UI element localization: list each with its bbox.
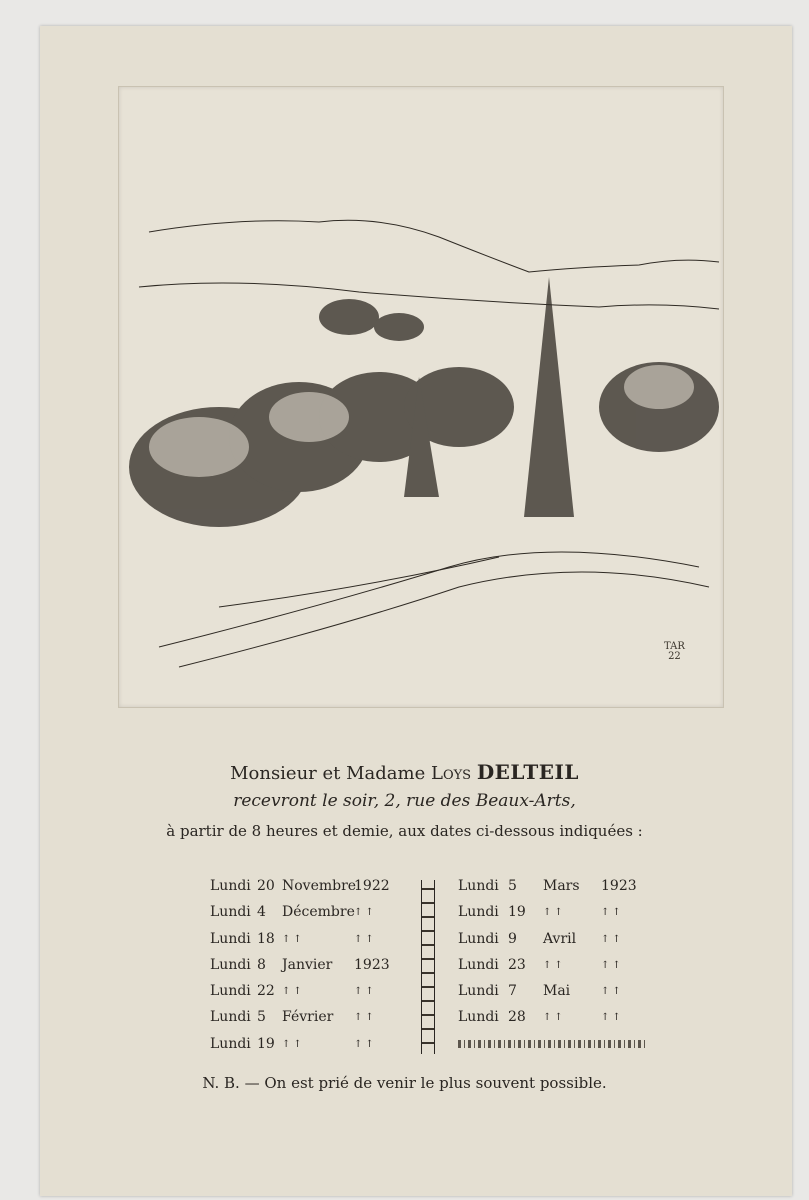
address-line: recevront le soir, 2, rue des Beaux-Arts,: [233, 791, 576, 811]
date-day: Lundi: [458, 930, 499, 947]
date-num: 7: [508, 983, 517, 1000]
date-month: Avril: [543, 930, 577, 947]
hosts-surname: DELTEIL: [476, 760, 579, 784]
date-year: ↑↑: [601, 907, 624, 919]
date-num: 9: [508, 930, 517, 947]
date-year: ↑↑: [354, 1012, 377, 1024]
date-num: 28: [508, 1009, 526, 1026]
date-month: Mars: [543, 878, 580, 894]
date-day: Lundi: [458, 983, 499, 1000]
date-day: Lundi: [210, 1035, 251, 1052]
date-day: Lundi: [458, 1009, 499, 1026]
ornamental-rule: [458, 1040, 648, 1048]
date-num: 22: [257, 983, 275, 1000]
date-year: ↑↑: [601, 959, 624, 971]
date-day: Lundi: [210, 956, 251, 973]
date-day: Lundi: [210, 983, 251, 1000]
date-num: 19: [257, 1035, 275, 1052]
date-year: 1922: [354, 878, 390, 894]
date-day: Lundi: [210, 904, 251, 921]
date-num: 19: [508, 904, 526, 921]
date-year: ↑↑: [354, 1038, 377, 1050]
date-num: 8: [257, 956, 266, 973]
date-num: 20: [257, 878, 275, 894]
monogram-text: TAR: [664, 641, 685, 652]
date-month: ↑↑: [543, 959, 566, 971]
date-num: 5: [508, 878, 517, 894]
date-num: 5: [257, 1009, 266, 1026]
date-day: Lundi: [210, 930, 251, 947]
date-month: ↑↑: [282, 933, 305, 945]
date-year: ↑↑: [354, 933, 377, 945]
etching-landscape: [118, 86, 724, 708]
date-day: Lundi: [210, 878, 251, 894]
date-num: 4: [257, 904, 266, 921]
date-month: ↑↑: [282, 986, 305, 998]
date-month: ↑↑: [543, 1012, 566, 1024]
date-day: Lundi: [458, 878, 499, 894]
hosts-line: [0, 760, 809, 784]
date-month: Janvier: [282, 956, 333, 973]
footer-note: N. B. — On est prié de venir le plus souvent possible.: [202, 1074, 607, 1092]
date-day: Lundi: [458, 904, 499, 921]
date-month: ↑↑: [543, 907, 566, 919]
date-month: Mai: [543, 983, 571, 1000]
date-year: 1923: [354, 956, 390, 973]
date-month: Novembre: [282, 878, 357, 894]
date-day: Lundi: [210, 1009, 251, 1026]
date-year: ↑↑: [601, 1012, 624, 1024]
date-year: ↑↑: [601, 933, 624, 945]
hosts-prefix: Monsieur et Madame: [230, 763, 426, 784]
ornamental-divider: [421, 880, 435, 1054]
date-month: Décembre: [282, 904, 355, 921]
date-month: Février: [282, 1009, 334, 1026]
date-year: 1923: [601, 878, 637, 894]
time-line: à partir de 8 heures et demie, aux dates ci-dessous indiquées :: [166, 822, 643, 840]
landscape-drawing: [119, 87, 723, 707]
date-day: Lundi: [458, 956, 499, 973]
date-num: 18: [257, 930, 275, 947]
date-year: ↑↑: [354, 907, 377, 919]
hosts-first-name: Loys: [430, 763, 472, 784]
date-num: 23: [508, 956, 526, 973]
monogram-year: 22: [668, 651, 681, 662]
date-year: ↑↑: [354, 986, 377, 998]
artist-monogram: [664, 642, 685, 662]
date-month: ↑↑: [282, 1038, 305, 1050]
date-year: ↑↑: [601, 986, 624, 998]
